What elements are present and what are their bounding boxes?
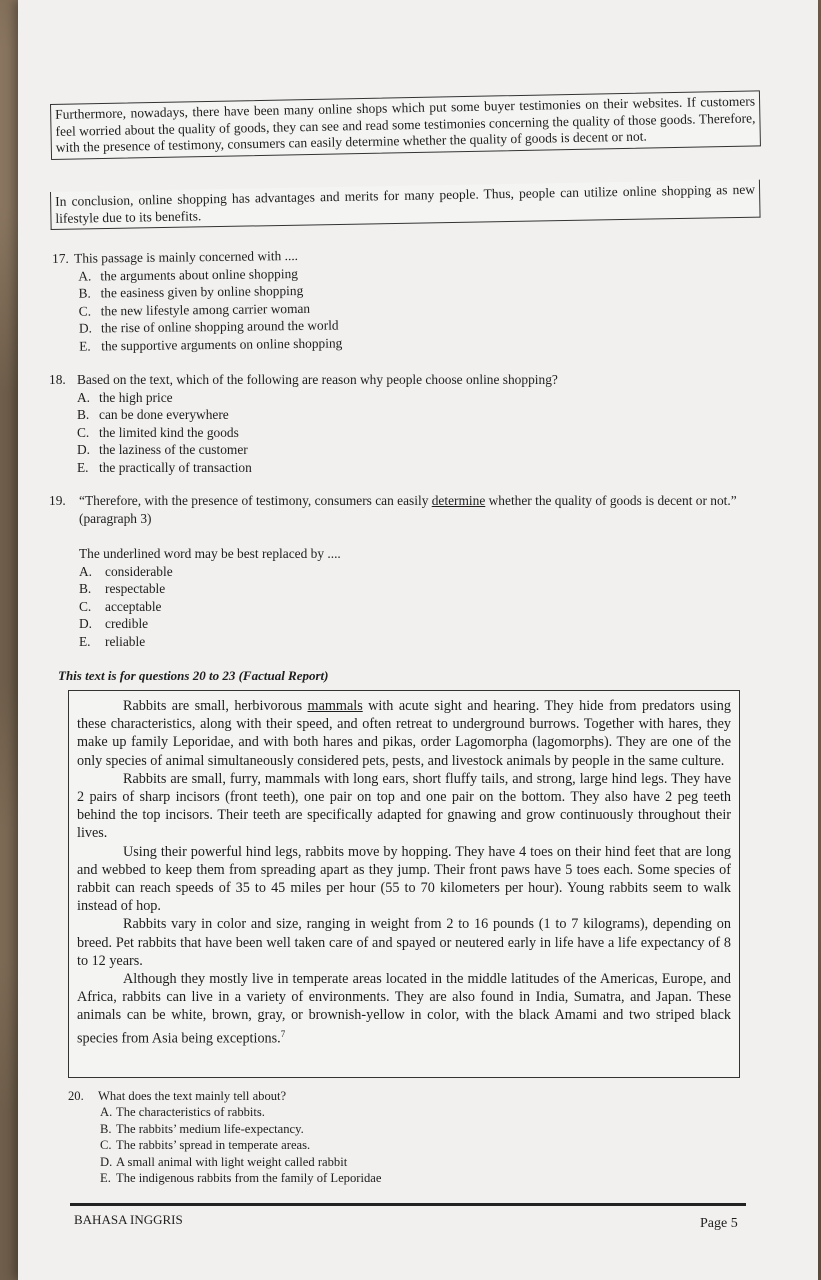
question-17	[52, 243, 653, 355]
option-18-b[interactable]: B. can be done everywhere	[77, 407, 229, 422]
option-19-d[interactable]: D. credible	[79, 616, 149, 631]
story-paragraph-3: Using their powerful hind legs, rabbits move by hopping. They have 4 toes on their hind feet that are long and webbed to keep them from spreading apart as they jump. Their front paws have 5 toes each. Some species of rabbit can reach speeds of 35 to 45 miles per hour (55 to 70 kilometers per hour). Young rabbits seem to walk instead of hop.	[77, 843, 731, 915]
underlined-word-mammals: mammals	[307, 698, 363, 714]
story-paragraph-2: Rabbits are small, furry, mammals with long ears, short fluffy tails, and strong, large hind legs. They have 2 pairs of sharp incisors (front teeth), one pair on top and one pair on the bottom. They also have 2 peg teeth behind the top incisors. Their teeth are specifically adapted for gnawing and grow continuously throughout their lives.	[77, 770, 731, 842]
option-20-a[interactable]: A. The characteristics of rabbits.	[100, 1105, 265, 1120]
question-19-subprompt: The underlined word may be best replaced by ....	[79, 546, 341, 561]
question-number: 18.	[49, 372, 66, 387]
option-20-c[interactable]: C. The rabbits’ spread in temperate areas.	[100, 1138, 311, 1153]
story-paragraph-5: Although they mostly live in temperate areas located in the middle latitudes of the Americas, Europe, and Africa, rabbits can live in a variety of environments. They are also found in India, Sumatra, and Japan. These animals can be white, brown, gray, or brownish-yellow in color, with the black Amami and two striped black species from Asia being exceptions.$^7$	[77, 971, 731, 1047]
question-18-stem	[49, 371, 749, 389]
option-19-b[interactable]: B. respectable	[79, 581, 166, 596]
question-number: 19.	[49, 493, 66, 508]
option-17-a[interactable]: A. the arguments about online shopping	[78, 265, 299, 284]
story-paragraph-1: Rabbits are small, herbivorous mammals with acute sight and hearing. They hide from predators using these characteristics, along with their speed, and often retreat to underground burrows. Together with hares, they make up family Leporidae, and with both hares and pikas, order Lagomorpha (lagomorphs). They are one of the only species of animal simultaneously considered pets, pests, and livestock animals by people in the same culture.	[77, 698, 731, 769]
option-19-c[interactable]: C. acceptable	[79, 598, 162, 614]
option-20-b[interactable]: B. The rabbits’ medium life-expectancy.	[100, 1121, 304, 1136]
underlined-word: determine	[431, 493, 486, 508]
paragraph-testimony-text: Furthermore, nowadays, there have been many online shops which put some buyer testimonies on their websites. If customers feel worried about the quality of goods, they can see and read some testimonies concerning the quality of those goods. Therefore, with the presence of testimony, consumers can easily determine whether the quality of goods is decent or not.	[55, 93, 756, 155]
option-18-e[interactable]: E. the practically of transaction	[77, 459, 252, 475]
superscript: 7	[280, 1028, 286, 1039]
question-number: 20.	[68, 1089, 84, 1103]
paragraph-testimony	[50, 90, 761, 159]
option-17-e[interactable]: E. the supportive arguments on online shopping	[79, 334, 343, 354]
footer-page-number: Page 5	[700, 1216, 738, 1231]
section-title: This text is for questions 20 to 23 (Factual Report)	[58, 668, 329, 683]
question-text: This passage is mainly concerned with ....	[74, 247, 299, 266]
footer-divider	[70, 1203, 746, 1206]
question-text: Based on the text, which of the following are reason why people choose online shopping?	[77, 372, 558, 387]
option-17-b[interactable]: B. the easiness given by online shopping	[78, 282, 304, 301]
question-text: “Therefore, with the presence of testimony, consumers can easily determine whether the quality of goods is decent or not.” (paragraph 3)	[79, 493, 737, 526]
option-18-c[interactable]: C. the limited kind the goods	[77, 424, 239, 440]
option-17-d[interactable]: D. the rise of online shopping around the world	[78, 317, 339, 336]
factual-report-box	[68, 690, 740, 1078]
question-19	[49, 492, 739, 650]
option-19-e[interactable]: E. reliable	[79, 633, 146, 649]
option-18-d[interactable]: D. the laziness of the customer	[77, 442, 248, 457]
question-text: What does the text mainly tell about?	[98, 1089, 287, 1103]
story-paragraph-4: Rabbits vary in color and size, ranging in weight from 2 to 16 pounds (1 to 7 kilograms), depending on breed. Pet rabbits that have been well taken care of and spayed or neutered early in life have a life expectancy of 8 to 12 years.	[77, 916, 731, 969]
question-18	[49, 371, 749, 476]
question-20-stem	[68, 1088, 718, 1104]
question-20	[68, 1088, 718, 1186]
question-19-stem	[49, 492, 739, 527]
option-18-a[interactable]: A. the high price	[77, 389, 173, 405]
option-20-e[interactable]: E. The indigenous rabbits from the family of Leporidae	[100, 1171, 382, 1186]
paragraph-conclusion	[50, 180, 761, 230]
paragraph-conclusion-text: In conclusion, online shopping has advantages and merits for many people. Thus, people can utilize online shopping as new lifestyle due to its benefits.	[55, 181, 756, 226]
option-19-a[interactable]: A. considerable	[79, 563, 173, 579]
option-20-d[interactable]: D. A small animal with light weight called rabbit	[100, 1154, 348, 1169]
question-number: 17.	[52, 250, 69, 266]
exam-page	[18, 0, 818, 1280]
footer-subject: BAHASA INGGRIS	[74, 1212, 183, 1227]
option-17-c[interactable]: C. the new lifestyle among carrier woman	[78, 300, 311, 319]
